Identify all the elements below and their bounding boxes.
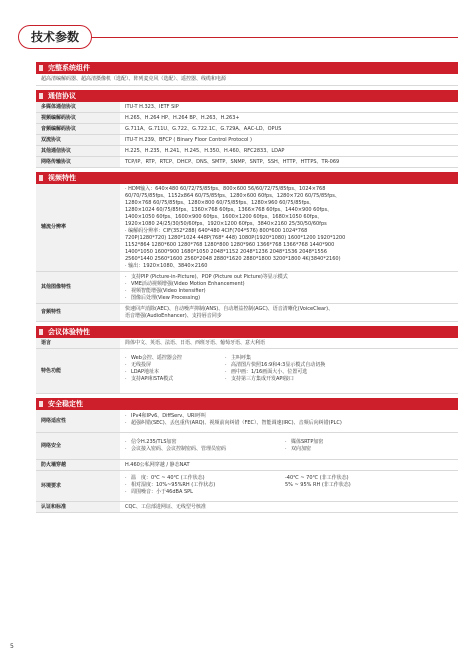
res-line: · 编解码分辨率：CIF(352*288) 640*480 4CIF(704*576) 800*600 1024*768 <box>125 227 308 234</box>
row-key: 其他图像特性 <box>36 272 120 303</box>
list-item: · 支持第三方集成开发API接口 <box>225 376 453 383</box>
netsec-left-list <box>125 439 285 458</box>
table-row <box>36 124 458 135</box>
page-title: 技术参数 <box>18 25 92 49</box>
row-key: 网络传输协议 <box>36 157 120 167</box>
res-line: 1400*1050 1600*900 1680*1050 2048*1152 2048*1236 2048*1536 2048*1556 <box>125 248 327 255</box>
feature-right-list <box>225 355 453 392</box>
netsec-columns <box>120 433 458 459</box>
row-value: H.460公私网穿越 / 静态NAT <box>125 461 190 468</box>
list-item: · 支持PIP (Picture-in-Picture)、POP (Picture out Picture)等显示模式 <box>125 274 453 281</box>
row-key: 防火墙穿越 <box>36 460 120 470</box>
row-value: 简体中文、英语、法语、日语、西班牙语、葡萄牙语、意大利语 <box>125 339 266 346</box>
row-key: 双流协议 <box>36 135 120 145</box>
list-item: · 超强纠错(SEC)、丢包重传(ARQ)、视频前向纠错（FEC）、智能调速(IRC)、音频后向纠错(PLC) <box>125 420 453 427</box>
list-item: · 图像后处理(View Processing) <box>125 295 453 302</box>
table-row <box>36 113 458 124</box>
list-item: · 支持API和STA模式 <box>125 376 225 383</box>
spec-content <box>36 62 458 513</box>
row-value: ITU-T H.239、BFCP ( Binary Floor Control Protocol ) <box>125 136 252 143</box>
table-row <box>36 157 458 168</box>
list-item: · IPv4和IPv6、DiffServ、URI呼叫 <box>125 413 453 420</box>
table-row <box>36 272 458 304</box>
row-key: 视频编解码协议 <box>36 113 120 123</box>
row-key: 网络安全 <box>36 433 120 459</box>
res-line: 1280×1024 60/75/85fps、1360×768 60fps、1366×768 60fps、1440×900 60fps、 <box>125 206 333 213</box>
res-line: · 输出：1920×1080、3840×2160 <box>125 262 208 269</box>
row-key: 认证和标准 <box>36 502 120 512</box>
res-line: · HDM输入：640×480 60/72/75/85fps、800×600 56/60/72/75/85fps、1024×768 <box>125 185 326 192</box>
row-key: 特色功能 <box>36 349 120 393</box>
table-row <box>36 146 458 157</box>
row-key: 多媒体通信协议 <box>36 102 120 112</box>
list-item: · 画中画：1/16画面大小、位置可选 <box>225 369 453 376</box>
res-line: 1920×1080 24/25/30/50/60fps、1920×1200 60fps、3840×2160 25/30/50/60fps <box>125 220 327 227</box>
table-row <box>36 304 458 322</box>
res-line: 1152*864 1280*600 1280*768 1280*800 1280*960 1366*768 1366*768 1440*900 <box>125 241 335 248</box>
table-row <box>36 135 458 146</box>
row-key: 辅流分辨率 <box>36 184 120 271</box>
table-row <box>36 460 458 471</box>
res-line: 720P(1280*720) 1280*1024 448P(768* 448) 1080P(1920*1080) 1600*1200 1920*1200 <box>125 234 346 241</box>
image-features <box>120 272 458 303</box>
list-item: · Web会控、遥控器会控 <box>125 355 225 362</box>
section-complete-title: 完整系统组件 <box>36 62 458 74</box>
list-item: · 视频智能增强(Video Intensifier) <box>125 288 453 295</box>
table-row <box>36 502 458 513</box>
list-item: · 周围噪音：小于46dBA SPL <box>125 489 285 496</box>
network-adapt-values <box>120 410 458 432</box>
list-item: · 会议接入密码、会议控制密码、管理员密码 <box>125 446 285 453</box>
section-video-title: 视频特性 <box>36 172 458 184</box>
list-item: · 相对湿度：10%~95%RH (工作状态) <box>125 482 285 489</box>
table-row <box>36 338 458 349</box>
row-key: 环境要求 <box>36 471 120 501</box>
table-row <box>36 471 458 502</box>
row-key: 网络适应性 <box>36 410 120 432</box>
feature-left-list <box>125 355 225 392</box>
table-row <box>36 184 458 272</box>
table-row <box>36 102 458 113</box>
res-line: 1400×1050 60fps、1600×900 60fps、1600×1200 60fps、1680×1050 60fps、 <box>125 213 323 220</box>
table-row <box>36 349 458 394</box>
section-comm-title: 通信协议 <box>36 90 458 102</box>
list-item: · 高清图片快照16:9和4:3显示模式自动切换 <box>225 362 453 369</box>
table-row <box>36 410 458 433</box>
page-title-bar <box>18 22 458 52</box>
row-value: CQC、工信部进网证、无线型号核准 <box>125 503 206 510</box>
list-item: · 主叫呼集 <box>225 355 453 362</box>
row-value: H.265、H.264 HP、H.264 BP、H.263、H.263+ <box>125 114 240 121</box>
list-item: · 双向加密 <box>285 446 453 453</box>
list-item: · LDAP地址本 <box>125 369 225 376</box>
complete-components-text: 超高清编解码器、超高清摄像机（选配）、阵列麦克风（选配）、遥控器、线缆和电源 <box>36 74 458 86</box>
env-right-list <box>285 475 453 500</box>
audio-line: 快速回声消除(AEC)、自动噪声抑制(ANS)、自动增益控制(AGC)、语音清晰化(VoiceClear)、 <box>125 305 334 312</box>
list-item: · 信令H.235/TLS加密 <box>125 439 285 446</box>
title-rule <box>38 37 458 38</box>
row-key: 音频编解码协议 <box>36 124 120 134</box>
row-value: G.711A、G.711U、G.722、G.722.1C、G.729A、AAC-LD、OPUS <box>125 125 282 132</box>
feature-columns <box>120 349 458 393</box>
list-item: · 温 度：0℃ ~ 40℃ (工作状态) <box>125 475 285 482</box>
env-left-list <box>125 475 285 500</box>
list-item: 5% ~ 95% RH (非工作状态) <box>285 482 351 488</box>
res-line: 1280×768 60/75/85fps、1280×800 60/75/85fps、1280×960 60/75/85fps、 <box>125 199 315 206</box>
row-key: 音频特性 <box>36 304 120 321</box>
res-line: 60/70/75/85fps、1152x864 60/75/85fps、1280×600 60fps、1280×720 60/75/85fps、 <box>125 192 340 199</box>
audio-line: 语音增强(AudioEnhancer)、支持唇音同步 <box>125 312 222 319</box>
netsec-right-list <box>285 439 453 458</box>
row-value: TCP/IP、RTP、RTCP、DHCP、DNS、SMTP、SNMP、SNTP、SSH、HTTP、HTTPS、TR-069 <box>125 158 340 165</box>
row-value: H.225、H.235、H.241、H.245、H.350、H.460、RFC2833、LDAP <box>125 147 285 154</box>
list-item: -40℃ ~ 70℃ (非工作状态) <box>285 475 349 481</box>
section-security-title: 安全稳定性 <box>36 398 458 410</box>
page-number: 5 <box>10 643 14 650</box>
res-line: 2560*1440 2560*1600 2560*2048 2880*1620 2880*1800 3200*1800 4K(3840*2160) <box>125 255 341 262</box>
table-row <box>36 433 458 460</box>
row-key: 其他通信协议 <box>36 146 120 156</box>
list-item: · 无线投屏 <box>125 362 225 369</box>
list-item: · VME活动视频增强(Video Motion Enhancement) <box>125 281 453 288</box>
row-key: 语言 <box>36 338 120 348</box>
list-item: · 媒体SRTP加密 <box>285 439 453 446</box>
row-value: ITU-T H.323、IETF SIP <box>125 103 179 110</box>
env-columns <box>120 471 458 501</box>
resolution-list <box>120 184 458 271</box>
audio-features <box>120 304 458 321</box>
section-meeting-title: 会议体验特性 <box>36 326 458 338</box>
